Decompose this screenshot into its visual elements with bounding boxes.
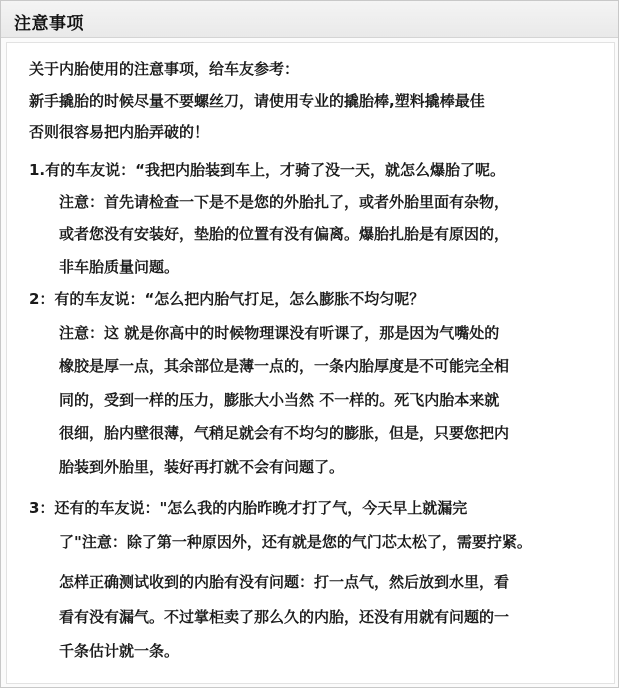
test-tip-line: 看有没有漏气。不过掌柜卖了那么久的内胎，还没有用就有问题的一 [59, 608, 510, 626]
intro-line: 否则很容易把内胎弄破的！ [29, 123, 210, 141]
test-tip-line: 千条估计就一条。 [59, 642, 180, 660]
faq-answer-line: 同的，受到一样的压力，膨胀大小当然 不一样的。死飞内胎本来就 [59, 391, 500, 409]
faq-answer-line: 非车胎质量问题。 [59, 258, 180, 276]
intro-line: 新手撬胎的时候尽量不要螺丝刀，请使用专业的撬胎棒,塑料撬棒最佳 [29, 92, 485, 110]
panel-header [1, 1, 618, 38]
faq-answer-line: 很细，胎内壁很薄，气稍足就会有不均匀的膨胀，但是，只要您把内 [59, 424, 510, 442]
faq-answer-line: 或者您没有安装好，垫胎的位置有没有偏离。爆胎扎胎是有原因的， [59, 225, 510, 243]
faq-question-3: 3：还有的车友说："怎么我的内胎昨晚才打了气，今天早上就漏完 [29, 499, 468, 517]
panel-title: 注意事项 [14, 14, 84, 34]
intro-line: 关于内胎使用的注意事项，给车友参考： [29, 60, 300, 78]
faq-question-2: 2：有的车友说：“怎么把内胎气打足，怎么膨胀不均匀呢？ [29, 290, 425, 308]
faq-answer-line: 了"注意：除了第一种原因外，还有就是您的气门芯太松了，需要拧紧。 [59, 533, 532, 551]
test-tip-line: 怎样正确测试收到的内胎有没有问题：打一点气，然后放到水里，看 [59, 573, 510, 591]
faq-question-1: 1.有的车友说：“我把内胎装到车上，才骑了没一天，就怎么爆胎了呢。 [29, 161, 505, 179]
faq-answer-line: 胎装到外胎里，装好再打就不会有问题了。 [59, 458, 345, 476]
faq-answer-line: 橡胶是厚一点，其余部位是薄一点的，一条内胎厚度是不可能完全相 [59, 357, 510, 375]
faq-answer-line: 注意：这 就是你高中的时候物理课没有听课了，那是因为气嘴处的 [59, 324, 500, 342]
faq-answer-line: 注意：首先请检查一下是不是您的外胎扎了，或者外胎里面有杂物， [59, 193, 510, 211]
notice-content [6, 42, 615, 684]
